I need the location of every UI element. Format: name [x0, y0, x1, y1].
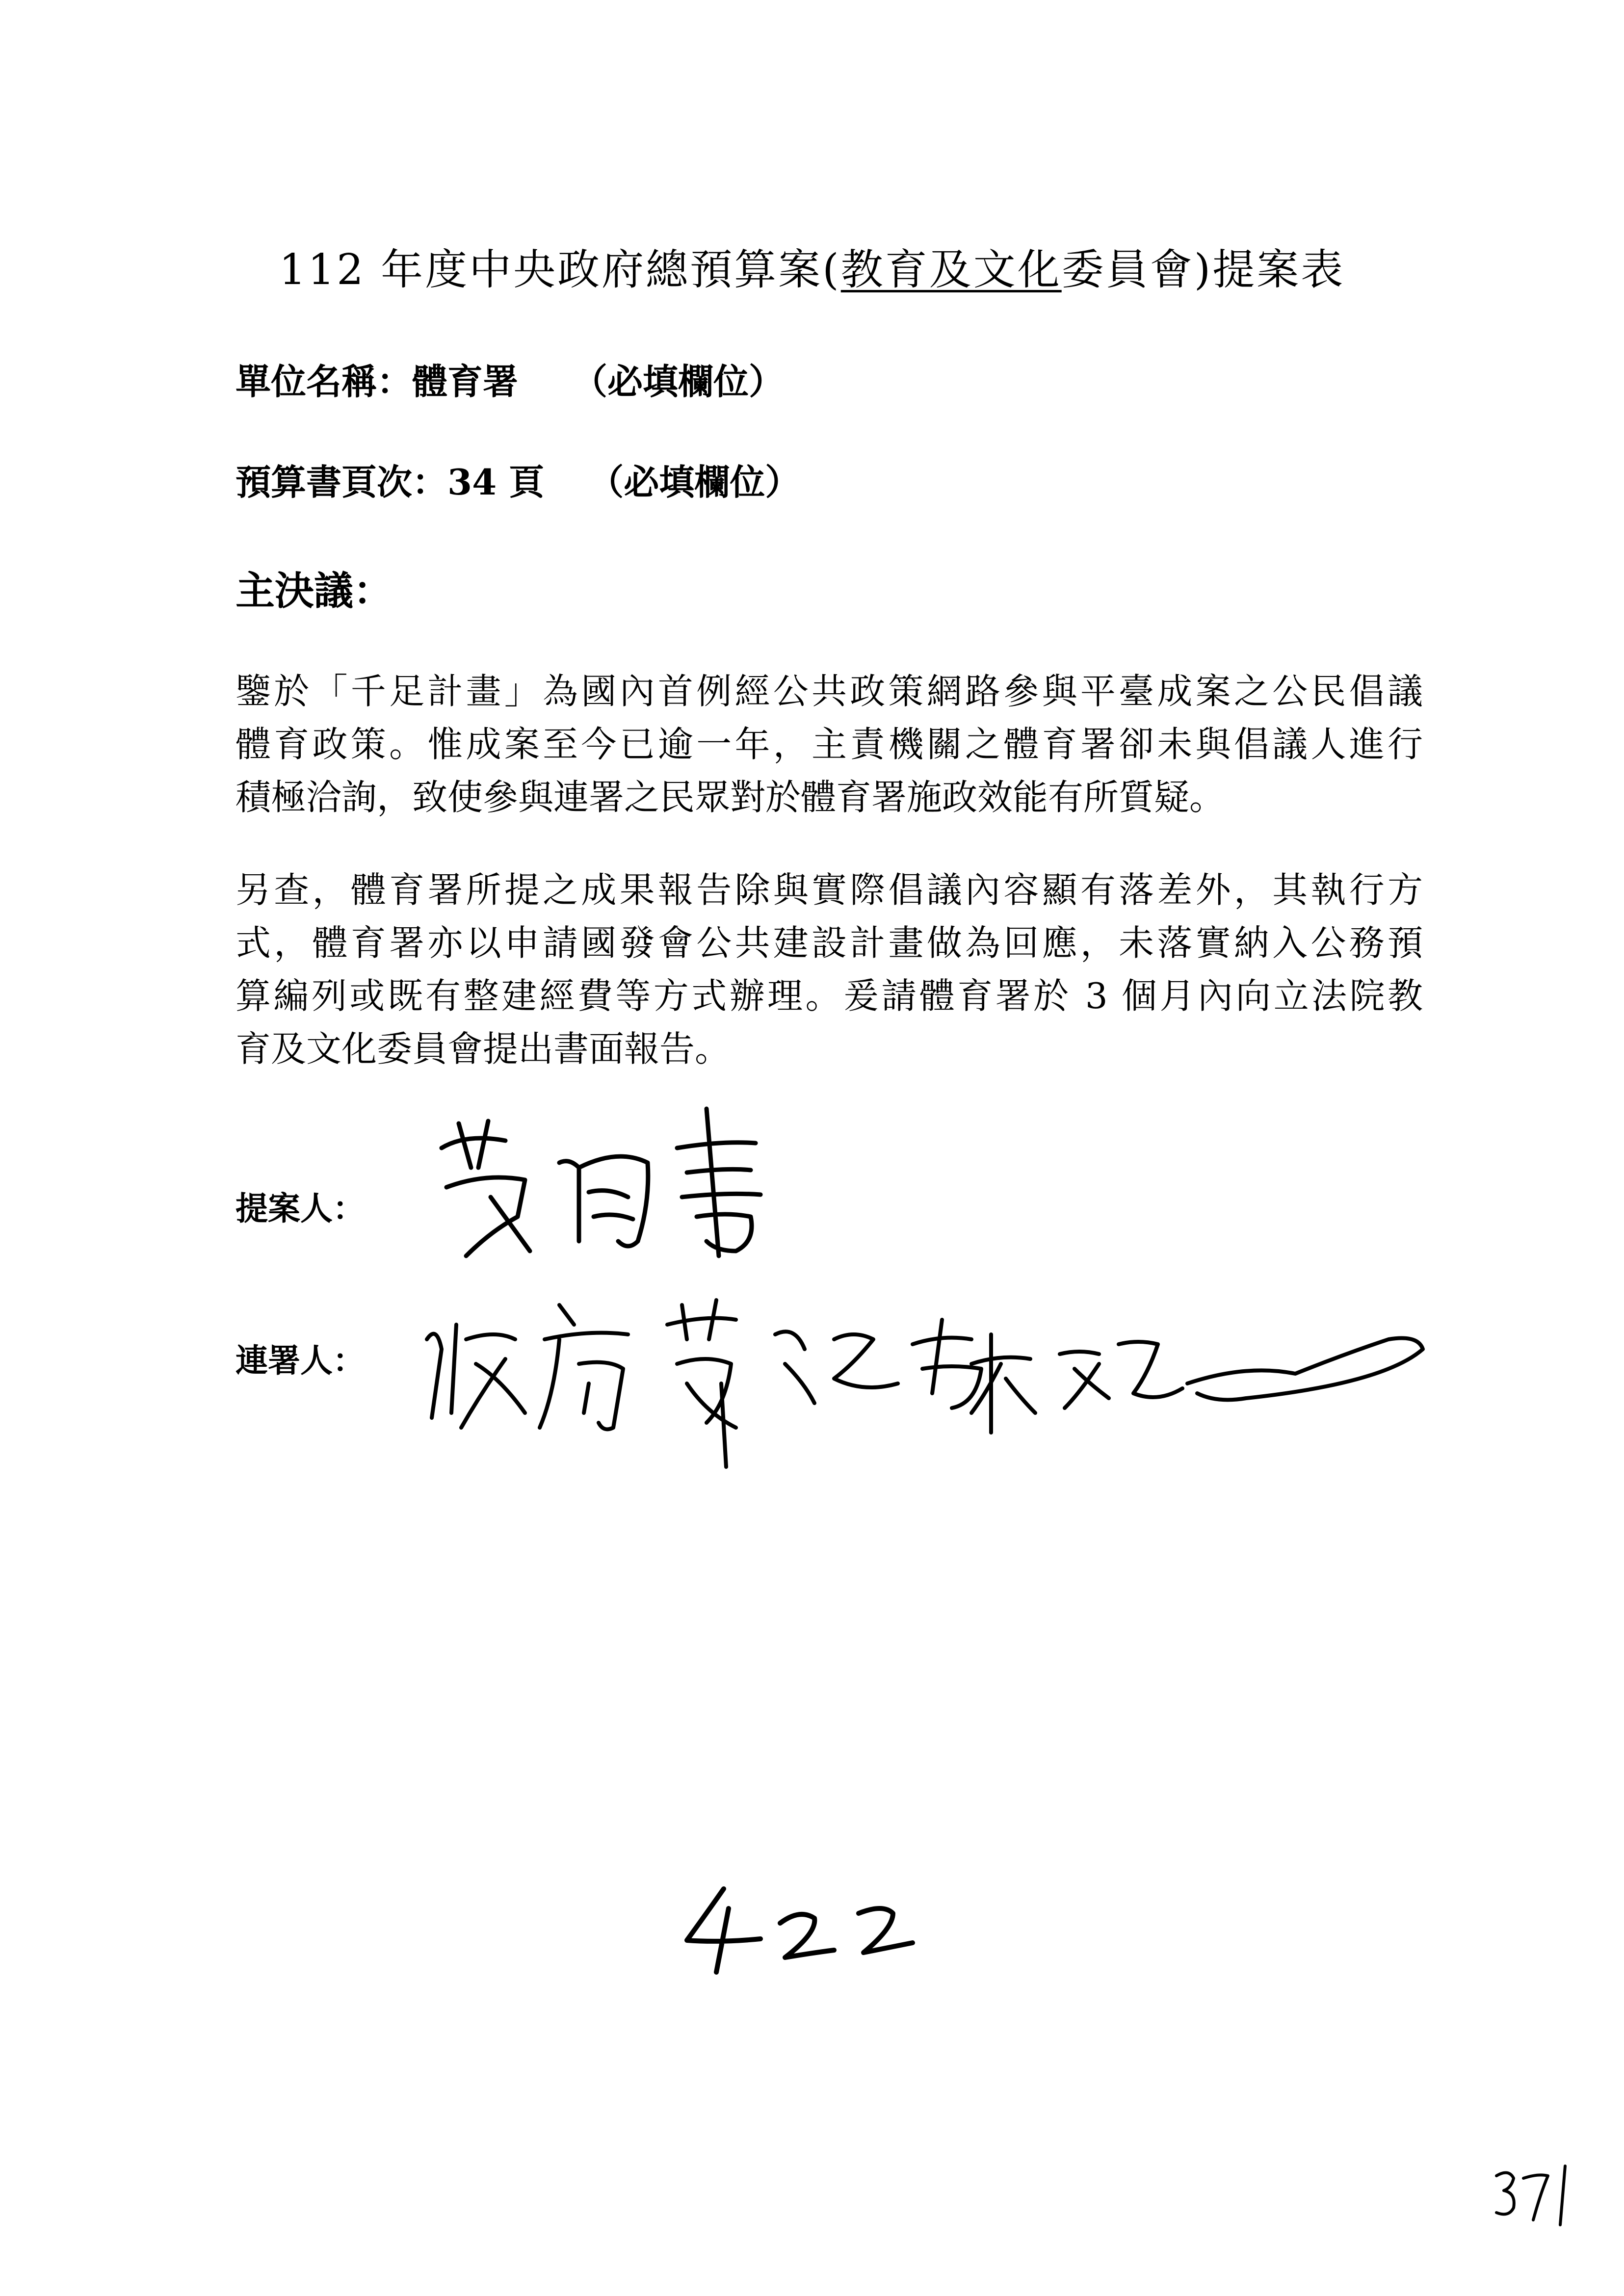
resolution-paragraph-2	[236, 863, 1423, 1075]
paragraph-line: 育及文化委員會提出書面報告。	[236, 1028, 731, 1070]
paragraph-line: 鑒於「千足計畫」為國內首例經公共政策網路參與平臺成案之公民倡議	[236, 671, 1423, 712]
unit-label: 單位名稱：	[236, 361, 413, 402]
budget-page-label: 預算書頁次：	[236, 461, 448, 503]
title-suffix: 委員會)提案表	[1061, 245, 1345, 294]
title-prefix: 112 年度中央政府總預算案(	[279, 245, 841, 294]
budget-page-value: 34 頁	[447, 461, 545, 503]
title-committee: 教育及文化	[840, 245, 1062, 294]
paragraph-line: 算編列或既有整建經費等方式辦理。爰請體育署於 3 個月內向立法院教	[236, 975, 1423, 1017]
proposer-label: 提案人：	[236, 1189, 365, 1227]
paragraph-line: 式，體育署亦以申請國發會公共建設計畫做為回應，未落實納入公務預	[236, 922, 1423, 964]
budget-page-field	[236, 454, 800, 505]
proposer-signature	[432, 1094, 824, 1280]
paragraph-line: 積極洽詢，致使參與連署之民眾對於體育署施政效能有所質疑。	[236, 777, 1225, 818]
unit-field	[236, 353, 784, 404]
cosigners-label: 連署人：	[236, 1341, 365, 1380]
unit-value: 體育署	[412, 361, 519, 402]
handwritten-page-number-371	[1492, 2164, 1580, 2227]
main-resolution-heading: 主決議：	[236, 568, 393, 614]
handwritten-number-422	[677, 1879, 932, 1977]
unit-required-note: （必填欄位）	[572, 361, 785, 402]
document-title	[0, 235, 1624, 296]
resolution-paragraph-1	[236, 665, 1423, 824]
paragraph-line: 另查，體育署所提之成果報告除與實際倡議內容顯有落差外，其執行方	[236, 869, 1423, 911]
paragraph-line: 體育政策。惟成案至今已逾一年，主責機關之體育署卻未與倡議人進行	[236, 724, 1423, 765]
cosigner-signatures	[412, 1266, 1433, 1472]
budget-page-required-note: （必填欄位）	[588, 461, 801, 503]
